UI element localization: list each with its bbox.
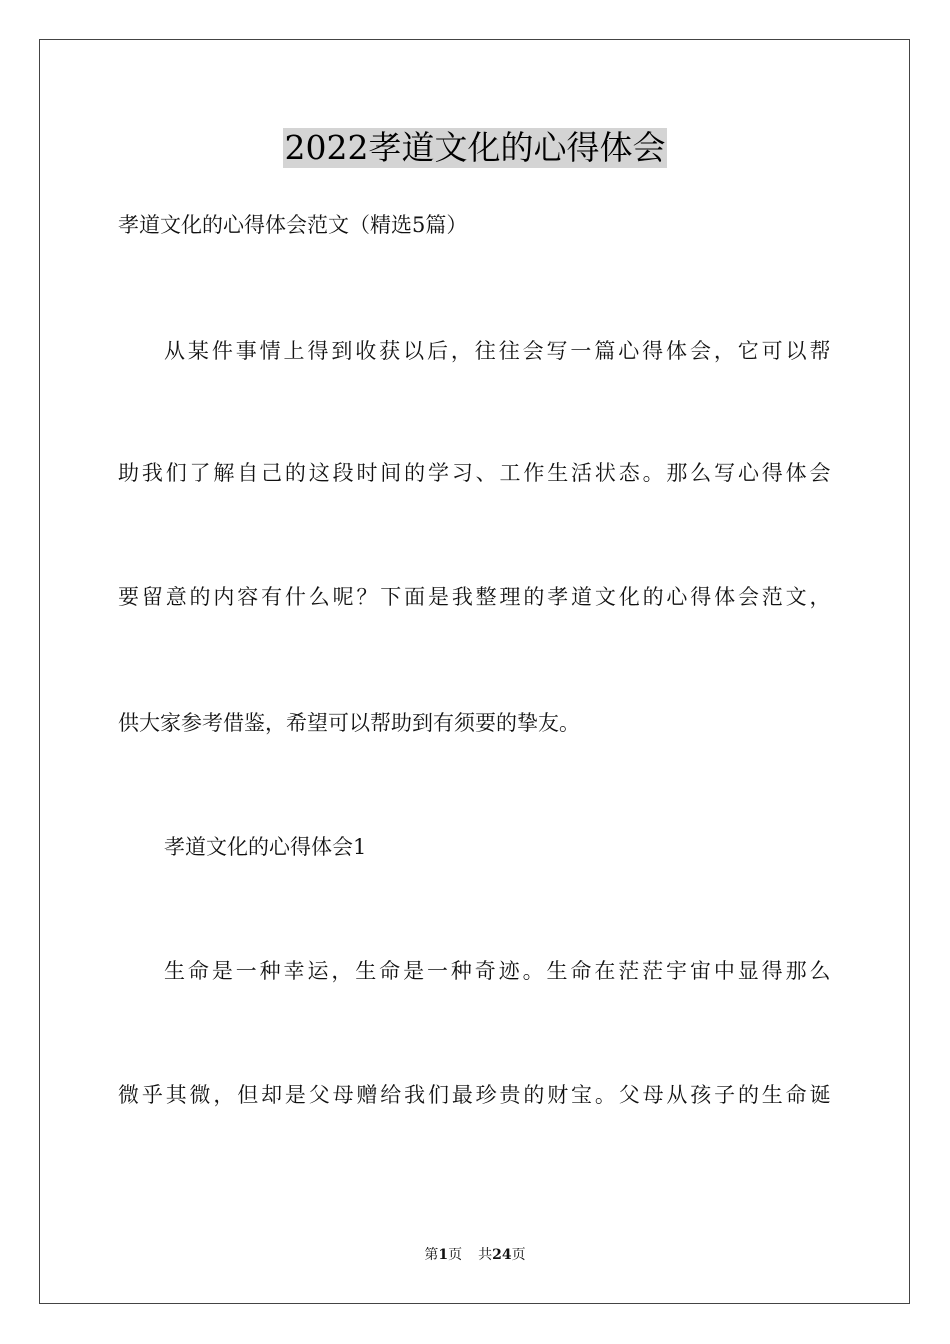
document-title: 2022孝道文化的心得体会 [284,128,666,167]
footer-total-pages: 24 [492,1247,512,1263]
footer-page-number: 1 [438,1247,449,1263]
paragraph-1-line-1: 从某件事情上得到收获以后，往往会写一篇心得体会，它可以帮 [164,339,831,363]
title-container [0,128,950,168]
footer-total-prefix: 共 [478,1247,493,1263]
paragraph-1-line-2: 助我们了解自己的这段时间的学习、工作生活状态。那么写心得体会 [118,461,831,485]
paragraph-2-line-2: 微乎其微，但却是父母赠给我们最珍贵的财宝。父母从孩子的生命诞 [118,1083,831,1107]
footer-page-prefix: 第 [424,1247,439,1263]
footer-total-suffix: 页 [511,1247,526,1263]
paragraph-1-line-3: 要留意的内容有什么呢？下面是我整理的孝道文化的心得体会范文， [118,585,831,609]
footer-page-suffix: 页 [448,1247,463,1263]
section-heading: 孝道文化的心得体会1 [164,835,367,859]
page-footer [0,1245,950,1265]
paragraph-1-line-4: 供大家参考借鉴，希望可以帮助到有须要的挚友。 [118,711,580,735]
paragraph-2-line-1: 生命是一种幸运，生命是一种奇迹。生命在茫茫宇宙中显得那么 [164,959,831,983]
document-subtitle: 孝道文化的心得体会范文（精选5篇） [118,213,468,237]
